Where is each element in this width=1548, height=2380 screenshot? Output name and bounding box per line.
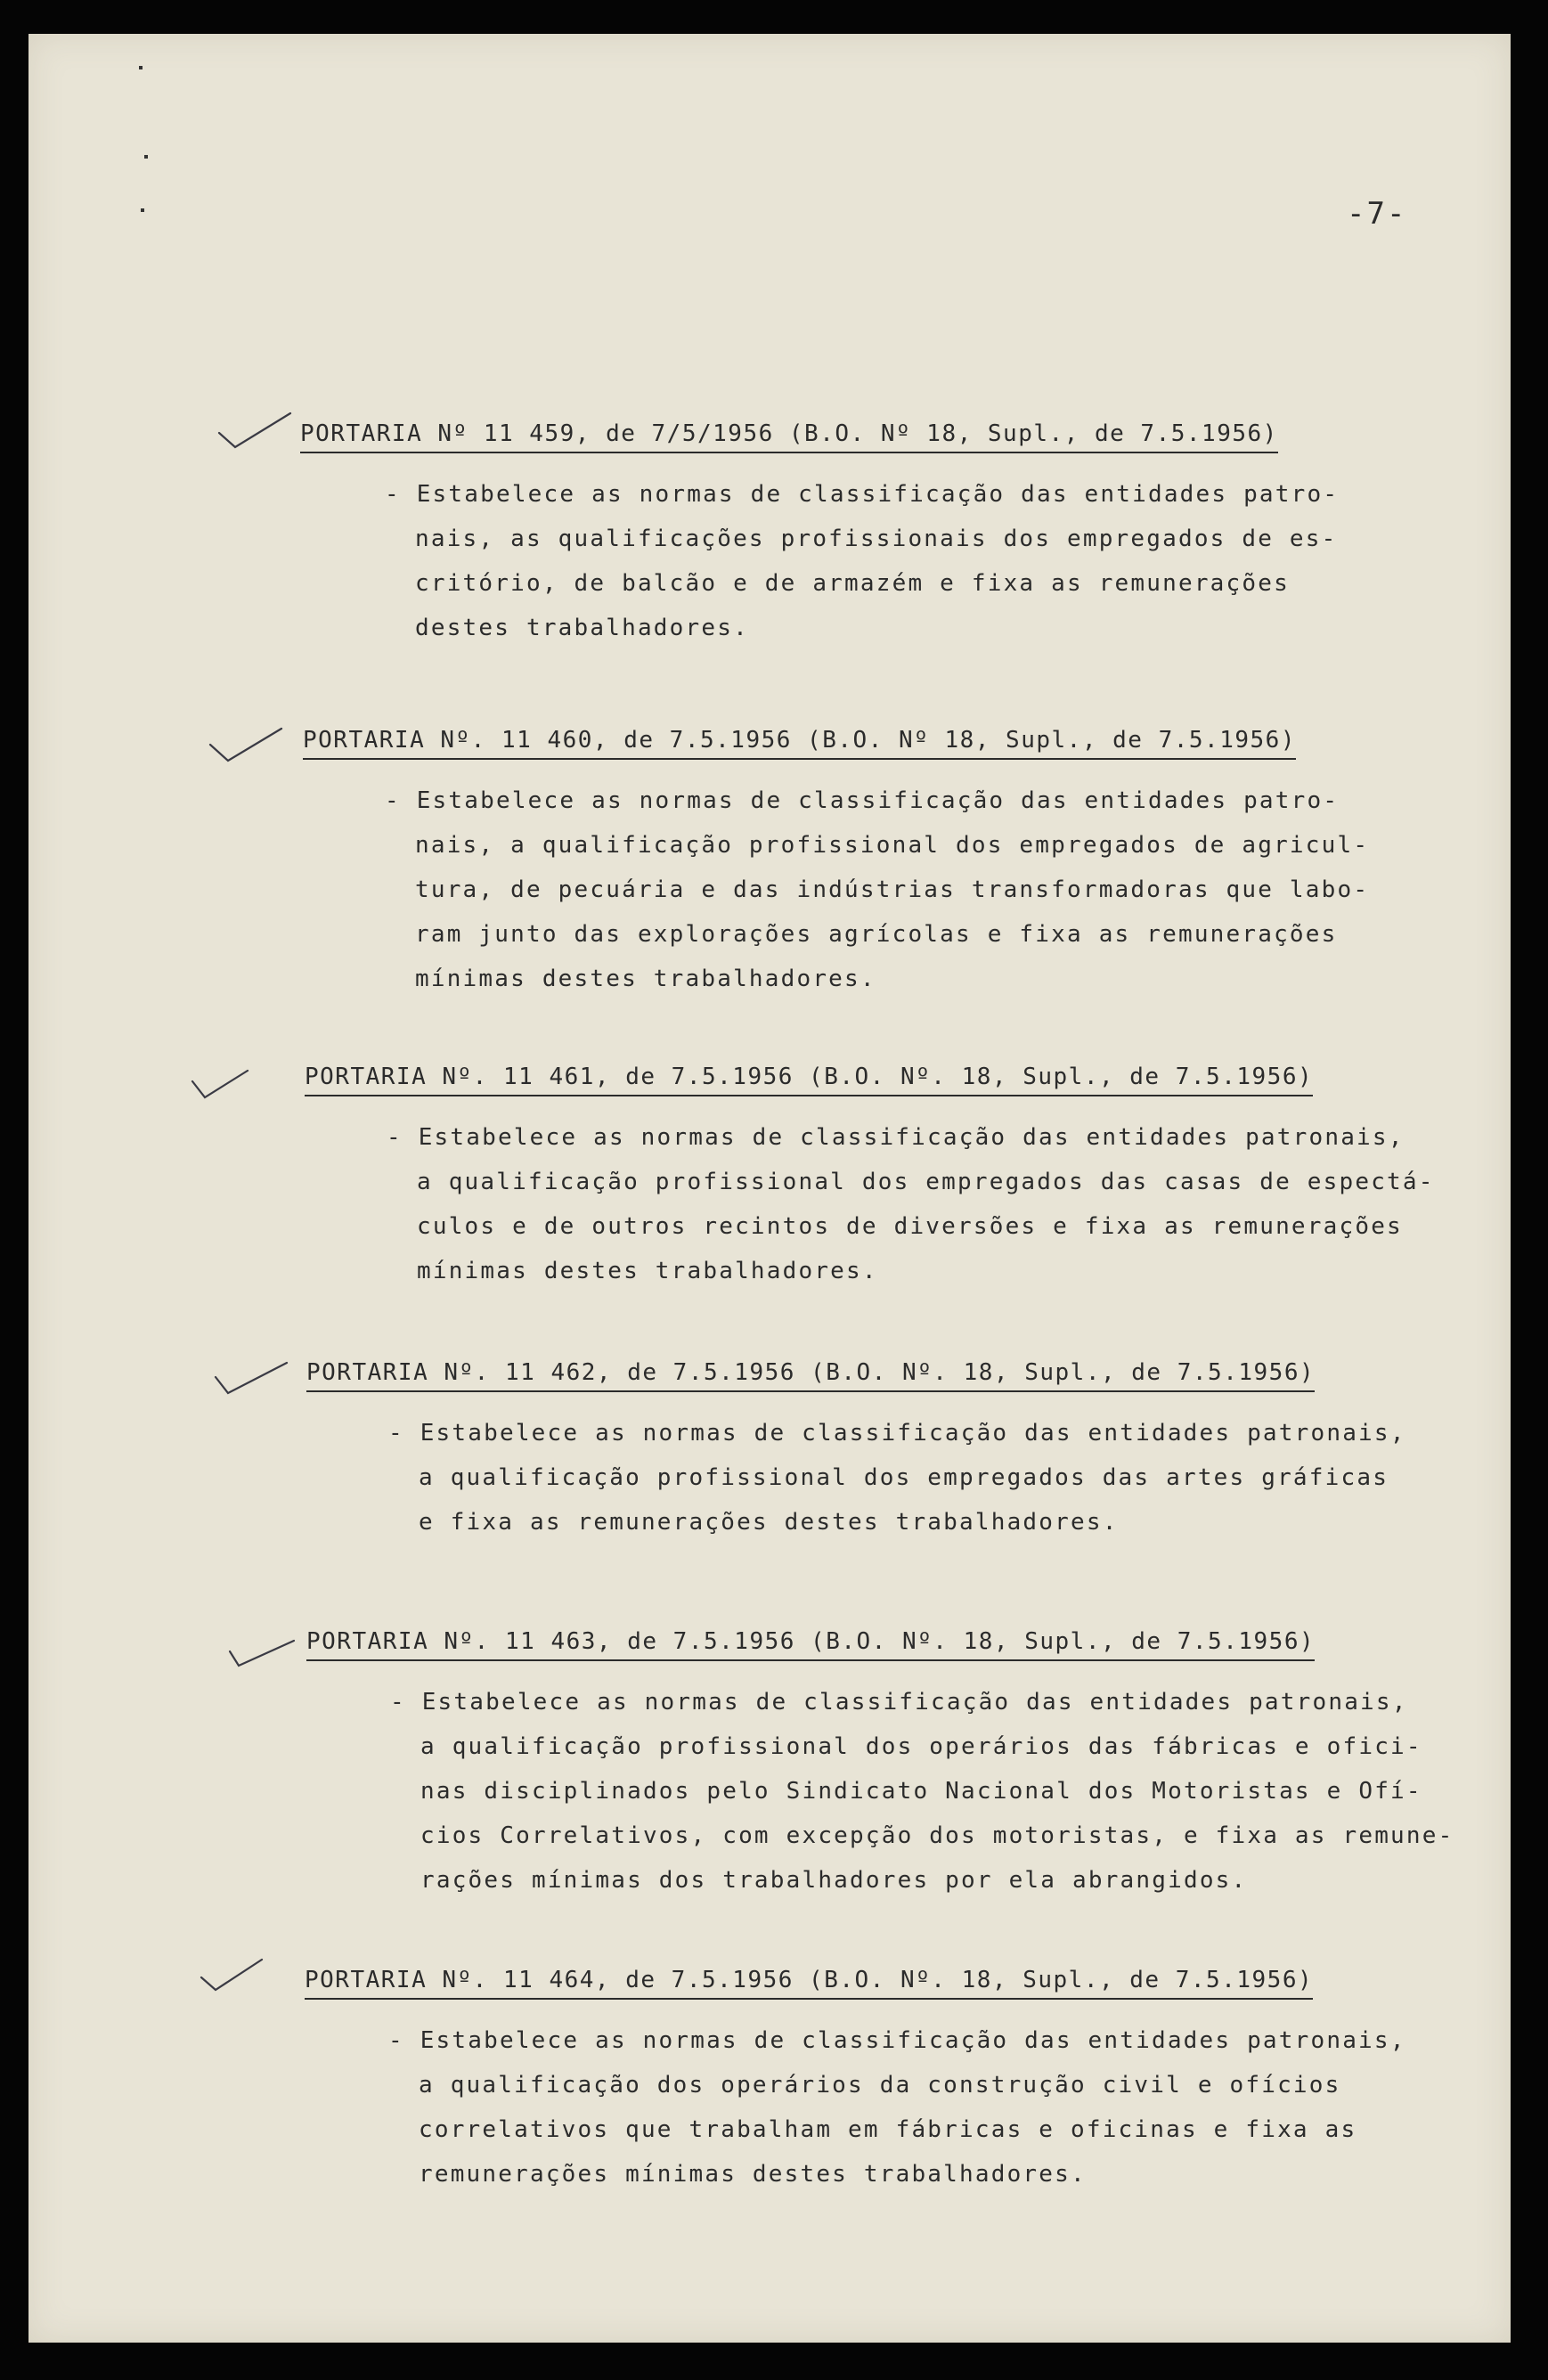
description-line: rações mínimas dos trabalhadores por ela abrangidos. <box>420 1867 1248 1894</box>
check-mark-icon <box>207 721 287 766</box>
description-line: nais, a qualificação profissional dos empregados de agricul- <box>415 832 1370 859</box>
description-line: remunerações mínimas destes trabalhadores. <box>419 2161 1087 2188</box>
description-line: mínimas destes trabalhadores. <box>415 966 876 992</box>
portaria-heading: PORTARIA Nº. 11 463, de 7.5.1956 (B.O. Nº. 18, Supl., de 7.5.1956) <box>306 1626 1315 1661</box>
description-line: correlativos que trabalham em fábricas e oficinas e fixa as <box>419 2116 1357 2143</box>
description-line: a qualificação profissional dos empregados das artes gráficas <box>419 1464 1389 1491</box>
description-line: a qualificação dos operários da construção civil e ofícios <box>419 2072 1341 2099</box>
portaria-heading: PORTARIA Nº. 11 461, de 7.5.1956 (B.O. Nº. 18, Supl., de 7.5.1956) <box>305 1062 1313 1096</box>
description-line: cios Correlativos, com excepção dos motoristas, e fixa as remune- <box>420 1822 1454 1849</box>
portaria-heading: PORTARIA Nº. 11 460, de 7.5.1956 (B.O. Nº 18, Supl., de 7.5.1956) <box>303 725 1296 760</box>
description-line: - Estabelece as normas de classificação das entidades patro- <box>385 787 1340 814</box>
portaria-description <box>385 778 1480 1001</box>
page-number: -7- <box>1347 196 1407 232</box>
check-mark-icon <box>216 408 296 452</box>
description-line: - Estabelece as normas de classificação das entidades patronais, <box>390 1689 1408 1716</box>
description-line: - Estabelece as normas de classificação das entidades patro- <box>385 481 1340 508</box>
check-mark-icon <box>187 1062 267 1106</box>
description-line: nais, as qualificações profissionais dos empregados de es- <box>415 526 1338 552</box>
description-line: - Estabelece as normas de classificação das entidades patronais, <box>388 2027 1406 2054</box>
check-mark-icon <box>212 1356 292 1400</box>
stray-mark <box>144 155 148 159</box>
portaria-description <box>388 2018 1484 2197</box>
description-line: - Estabelece as normas de classificação das entidades patronais, <box>387 1124 1405 1151</box>
stray-mark <box>139 66 143 69</box>
description-line: - Estabelece as normas de classificação das entidades patronais, <box>388 1420 1406 1447</box>
portaria-heading: PORTARIA Nº 11 459, de 7/5/1956 (B.O. Nº 18, Supl., de 7.5.1956) <box>300 419 1278 453</box>
description-line: a qualificação profissional dos empregados das casas de espectá- <box>417 1169 1435 1195</box>
description-line: mínimas destes trabalhadores. <box>417 1258 878 1284</box>
check-mark-icon <box>224 1630 305 1675</box>
stray-mark <box>141 208 144 212</box>
description-line: ram junto das explorações agrícolas e fixa as remunerações <box>415 921 1338 948</box>
portaria-description <box>385 472 1480 650</box>
description-line: a qualificação profissional dos operários das fábricas e ofici- <box>420 1733 1422 1760</box>
description-line: nas disciplinados pelo Sindicato Nacional dos Motoristas e Ofí- <box>420 1778 1422 1805</box>
portaria-description <box>390 1680 1486 1903</box>
portaria-heading: PORTARIA Nº. 11 462, de 7.5.1956 (B.O. Nº. 18, Supl., de 7.5.1956) <box>306 1357 1315 1392</box>
portaria-description <box>387 1115 1482 1293</box>
description-line: culos e de outros recintos de diversões e fixa as remunerações <box>417 1213 1403 1240</box>
description-line: e fixa as remunerações destes trabalhadores. <box>419 1509 1119 1536</box>
portaria-heading: PORTARIA Nº. 11 464, de 7.5.1956 (B.O. Nº. 18, Supl., de 7.5.1956) <box>305 1965 1313 2000</box>
description-line: destes trabalhadores. <box>415 615 749 641</box>
check-mark-icon <box>198 1952 278 1997</box>
description-line: critório, de balcão e de armazém e fixa as remunerações <box>415 570 1290 597</box>
document-page <box>29 34 1511 2343</box>
description-line: tura, de pecuária e das indústrias transformadoras que labo- <box>415 876 1370 903</box>
portaria-description <box>388 1411 1484 1545</box>
